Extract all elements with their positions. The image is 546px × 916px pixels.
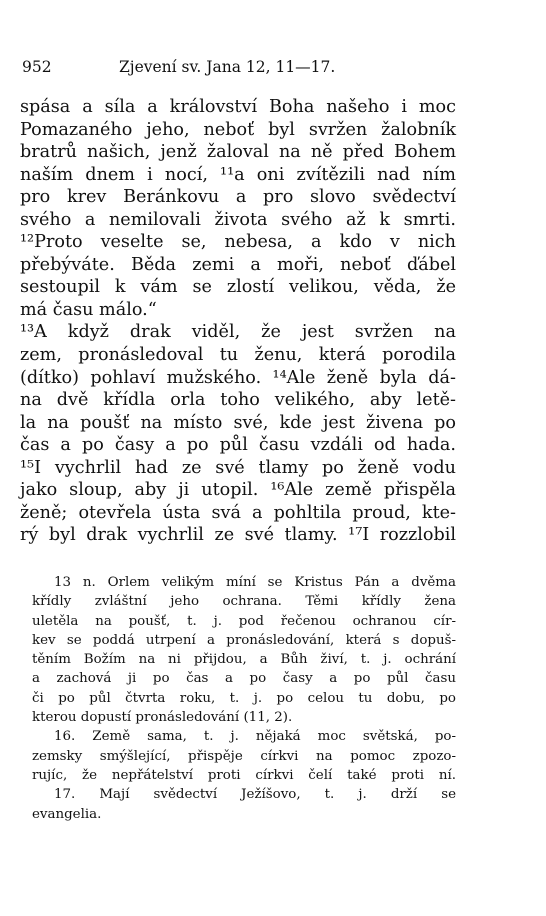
text-line: má času málo.“ <box>20 299 157 320</box>
text-line: spása a síla a království Boha našeho i moc <box>20 97 456 117</box>
text-line: ¹²Proto veselte se, nebesa, a kdo v nich <box>20 232 456 253</box>
footnote-line: těním Božím na ni přijdou, a Bůh živí, t. j. ochrání <box>32 652 456 668</box>
text-line: zem, pronásledoval tu ženu, která porodila <box>20 345 456 366</box>
text-line: naším dnem i nocí, ¹¹a oni zvítězili nad ním <box>20 164 456 185</box>
text-line: (dítko) pohlaví mužského. ¹⁴Ale ženě byla dá- <box>20 367 456 388</box>
footnote-line: kev se poddá utrpení a pronásledování, která s dopuš- <box>32 632 456 648</box>
running-title: Zjevení sv. Jana 12, 11—17. <box>119 58 336 76</box>
text-line: la na poušť na místo své, kde jest živena po <box>20 412 456 433</box>
text-line: rý byl drak vychrlil ze své tlamy. ¹⁷I rozzlobil <box>20 525 456 546</box>
text-line: jako sloup, aby ji utopil. ¹⁶Ale země přispěla <box>20 480 456 501</box>
text-line: čas a po časy a po půl času vzdáli od hada. <box>20 435 456 456</box>
text-line: sestoupil k vám se zlostí velikou, věda, že <box>20 277 456 298</box>
footnote-line: kterou dopustí pronásledování (11, 2). <box>32 710 293 726</box>
footnote-16 <box>32 727 456 785</box>
page-header <box>22 58 522 82</box>
footnotes <box>32 573 456 824</box>
main-text <box>20 96 456 547</box>
footnote-line: či po půl čtvrta roku, t. j. po celou tu dobu, po <box>32 690 456 706</box>
text-line: bratrů našich, jenž žaloval na ně před Bohem <box>20 142 456 163</box>
text-line: Pomazaného jeho, neboť byl svržen žalobník <box>20 119 456 140</box>
text-line: ¹³A když drak viděl, že jest svržen na <box>20 322 456 343</box>
text-line: ¹⁵I vychrlil had ze své tlamy po ženě vodu <box>20 457 456 478</box>
text-line: pro krev Beránkovu a pro slovo svědectví <box>20 187 456 208</box>
footnote-line: zemsky smýšlející, přispěje církvi na pomoc zpozo- <box>32 748 456 764</box>
footnote-13 <box>32 573 456 727</box>
footnote-line: křídly zvláštní jeho ochrana. Těmi křídly žena <box>32 594 456 610</box>
text-line: přebýváte. Běda zemi a moři, neboť ďábel <box>20 254 456 275</box>
footnote-line: evangelia. <box>32 806 102 822</box>
footnote-line: rujíc, že nepřátelství proti církvi čelí také proti ní. <box>32 767 456 783</box>
footnote-line: 16. Země sama, t. j. nějaká moc světská, po- <box>54 729 456 745</box>
footnote-line: 17. Mají svědectví Ježíšovo, t. j. drží se <box>54 787 456 803</box>
footnote-line: uletěla na poušť, t. j. pod řečenou ochranou cír- <box>32 613 456 629</box>
text-line: svého a nemilovali života svého až k smrti. <box>20 209 456 230</box>
page-number: 952 <box>22 58 52 76</box>
footnote-line: a zachová ji po čas a po časy a po půl času <box>32 671 456 687</box>
text-line: ženě; otevřela ústa svá a pohltila proud, kte- <box>20 502 456 523</box>
footnote-17 <box>32 785 456 824</box>
text-line: na dvě křídla orla toho velikého, aby letě- <box>20 390 456 411</box>
footnote-line: 13 n. Orlem velikým míní se Kristus Pán a dvěma <box>54 575 456 590</box>
